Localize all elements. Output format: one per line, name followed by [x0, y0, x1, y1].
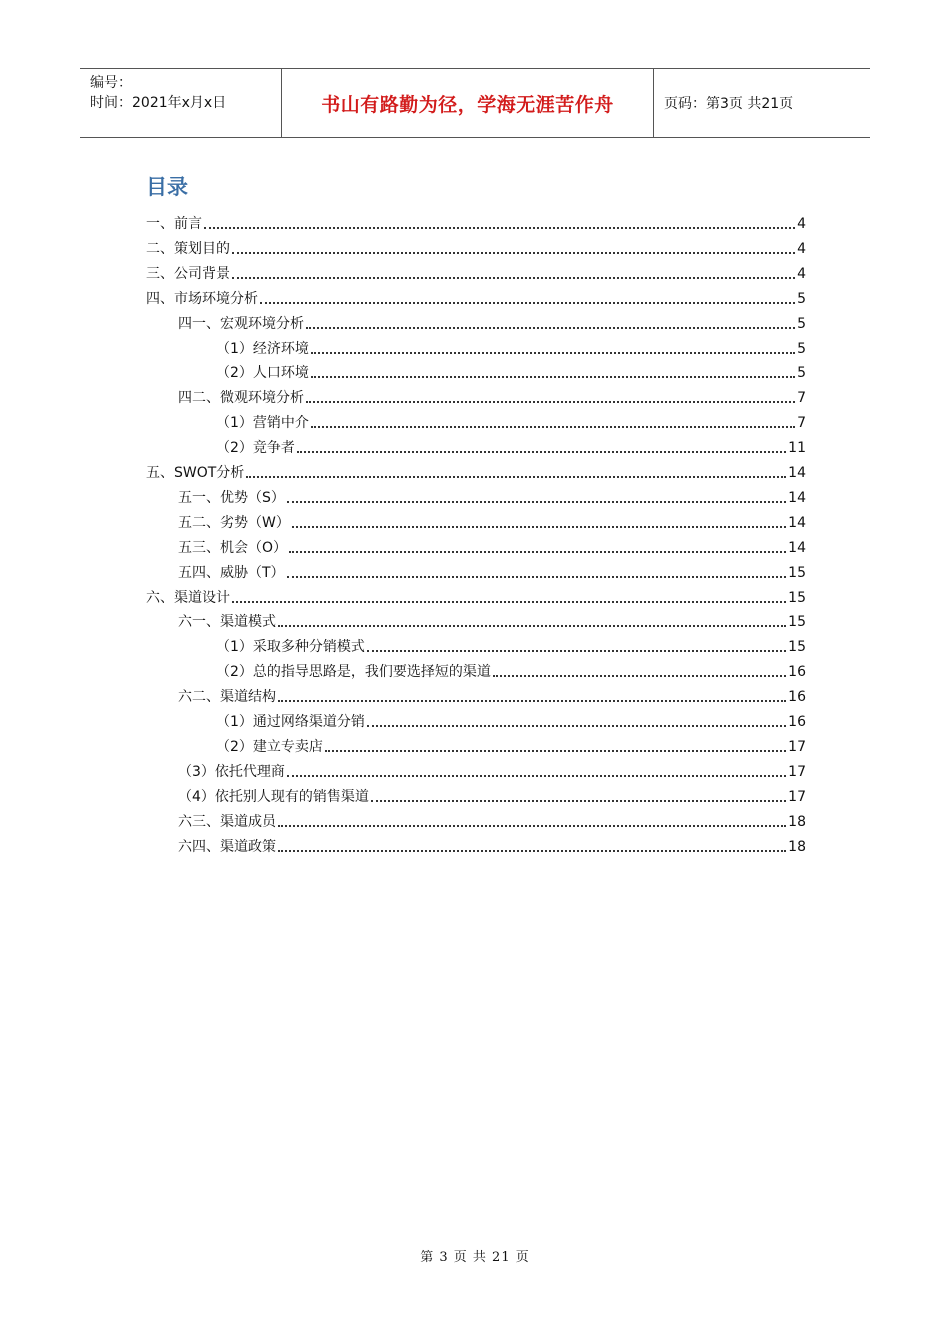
toc-entry-label: 四、市场环境分析 — [146, 291, 258, 307]
toc-entry-page: 14 — [788, 465, 806, 481]
toc-entry[interactable] — [216, 337, 806, 359]
toc-dot-leader — [287, 775, 786, 777]
header-page-info: 页码：第3页 共21页 — [664, 96, 794, 112]
toc-entry-page: 15 — [788, 639, 806, 655]
toc-entry[interactable] — [178, 760, 806, 782]
toc-dot-leader — [278, 700, 786, 702]
toc-dot-leader — [367, 650, 786, 652]
toc-dot-leader — [306, 401, 795, 403]
toc-entry-page: 7 — [797, 415, 806, 431]
toc-entry-label: 五一、优势（S） — [178, 490, 285, 506]
toc-dot-leader — [204, 227, 795, 229]
toc-entry[interactable] — [178, 536, 806, 558]
toc-entry-label: （4）依托别人现有的销售渠道 — [178, 789, 369, 805]
toc-dot-leader — [232, 277, 795, 279]
toc-entry[interactable] — [178, 312, 806, 334]
toc-entry[interactable] — [178, 785, 806, 807]
toc-entry-page: 14 — [788, 540, 806, 556]
toc-entry[interactable] — [216, 660, 806, 682]
toc-entry-label: （1）营销中介 — [216, 415, 309, 431]
toc-entry-page: 5 — [797, 316, 806, 332]
toc-entry-page: 16 — [788, 714, 806, 730]
toc-entry[interactable] — [216, 635, 806, 657]
toc-dot-leader — [325, 750, 786, 752]
toc-dot-leader — [260, 302, 795, 304]
toc-entry-label: （2）人口环境 — [216, 365, 309, 381]
toc-entry[interactable] — [216, 735, 806, 757]
toc-dot-leader — [311, 352, 795, 354]
toc-dot-leader — [232, 601, 786, 603]
toc-entry-label: （1）经济环境 — [216, 341, 309, 357]
toc-entry-page: 4 — [797, 241, 806, 257]
toc-entry[interactable] — [216, 411, 806, 433]
toc-dot-leader — [287, 501, 786, 503]
toc-entry-page: 18 — [788, 814, 806, 830]
toc-entry-page: 17 — [788, 764, 806, 780]
header-meta — [80, 69, 281, 137]
toc-entry-page: 16 — [788, 689, 806, 705]
toc-entry-label: 五三、机会（O） — [178, 540, 288, 556]
toc-entry-label: 一、前言 — [146, 216, 202, 232]
toc-entry-label: （2）建立专卖店 — [216, 739, 323, 755]
toc-entry-page: 14 — [788, 515, 806, 531]
toc-entry[interactable] — [146, 212, 806, 234]
toc-entry-label: （1）通过网络渠道分销 — [216, 714, 365, 730]
toc-entry[interactable] — [178, 561, 806, 583]
toc-entry-label: （2）总的指导思路是，我们要选择短的渠道 — [216, 664, 491, 680]
toc-dot-leader — [311, 426, 795, 428]
toc-dot-leader — [297, 451, 786, 453]
toc-entry-page: 15 — [788, 590, 806, 606]
toc-entry-page: 18 — [788, 839, 806, 855]
toc-entry-page: 5 — [797, 291, 806, 307]
toc-entry[interactable] — [178, 486, 806, 508]
toc-dot-leader — [289, 551, 786, 553]
toc-entry[interactable] — [178, 685, 806, 707]
toc-entry[interactable] — [146, 461, 806, 483]
page-header — [80, 68, 870, 138]
toc-entry[interactable] — [178, 810, 806, 832]
toc-entry[interactable] — [146, 237, 806, 259]
toc-entry-label: （2）竞争者 — [216, 440, 295, 456]
toc-dot-leader — [493, 675, 786, 677]
toc-dot-leader — [367, 725, 786, 727]
toc-entry-label: 六、渠道设计 — [146, 590, 230, 606]
toc-title: 目录 — [146, 175, 188, 199]
toc-entry-page: 5 — [797, 365, 806, 381]
toc-entry[interactable] — [216, 361, 806, 383]
toc-entry[interactable] — [178, 511, 806, 533]
toc-dot-leader — [371, 800, 786, 802]
toc-entry-page: 4 — [797, 216, 806, 232]
toc-entry-page: 16 — [788, 664, 806, 680]
header-motto: 书山有路勤为径，学海无涯苦作舟 — [281, 69, 654, 137]
toc-entry[interactable] — [216, 710, 806, 732]
number-label: 编号： — [90, 75, 132, 91]
toc-dot-leader — [278, 625, 786, 627]
toc-entry-page: 17 — [788, 789, 806, 805]
toc-entry[interactable] — [178, 835, 806, 857]
toc-entry[interactable] — [178, 386, 806, 408]
toc-entry-label: 四一、宏观环境分析 — [178, 316, 304, 332]
toc-entry-label: （3）依托代理商 — [178, 764, 285, 780]
toc-entry[interactable] — [146, 287, 806, 309]
toc-dot-leader — [232, 252, 795, 254]
toc-entry-page: 14 — [788, 490, 806, 506]
toc-entry-page: 7 — [797, 390, 806, 406]
toc-entry-page: 5 — [797, 341, 806, 357]
toc-entry-label: 四二、微观环境分析 — [178, 390, 304, 406]
toc-entry[interactable] — [178, 610, 806, 632]
toc-dot-leader — [246, 476, 786, 478]
toc-entry-label: 三、公司背景 — [146, 266, 230, 282]
toc-entry-label: （1）采取多种分销模式 — [216, 639, 365, 655]
toc-entry-page: 17 — [788, 739, 806, 755]
toc-dot-leader — [311, 376, 795, 378]
toc-dot-leader — [278, 825, 786, 827]
toc-entry[interactable] — [146, 262, 806, 284]
toc-entry-page: 11 — [788, 440, 806, 456]
toc-entry-page: 15 — [788, 565, 806, 581]
toc-entry[interactable] — [146, 586, 806, 608]
toc-entry-label: 五四、威胁（T） — [178, 565, 285, 581]
toc-dot-leader — [278, 850, 786, 852]
page-footer: 第 3 页 共 21 页 — [420, 1250, 530, 1265]
toc-entry-label: 五二、劣势（W） — [178, 515, 290, 531]
toc-entry-label: 六三、渠道成员 — [178, 814, 276, 830]
toc-entry-page: 4 — [797, 266, 806, 282]
toc-dot-leader — [292, 526, 786, 528]
toc-entry-label: 六一、渠道模式 — [178, 614, 276, 630]
toc-entry-page: 15 — [788, 614, 806, 630]
toc-dot-leader — [306, 327, 795, 329]
toc-dot-leader — [287, 576, 787, 578]
time-label: 时间：2021年x月x日 — [90, 95, 227, 111]
toc-entry-label: 五、SWOT分析 — [146, 465, 245, 481]
toc-entry-label: 六二、渠道结构 — [178, 689, 276, 705]
toc-entry-label: 六四、渠道政策 — [178, 839, 276, 855]
toc-entry-label: 二、策划目的 — [146, 241, 230, 257]
toc-entry[interactable] — [216, 436, 806, 458]
